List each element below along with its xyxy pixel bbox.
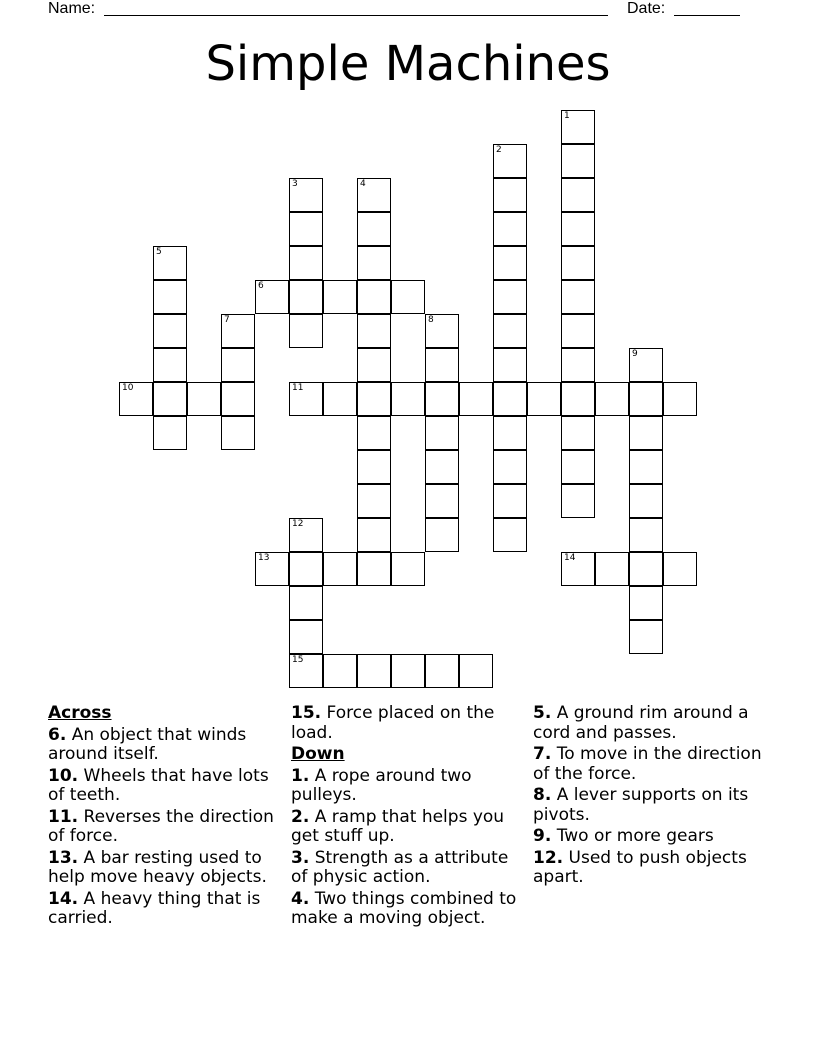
grid-cell[interactable] (289, 314, 323, 348)
down-heading: Down (291, 744, 345, 764)
grid-cell[interactable] (493, 518, 527, 552)
grid-cell[interactable] (561, 178, 595, 212)
grid-cell[interactable] (425, 382, 459, 416)
grid-cell[interactable] (493, 382, 527, 416)
clue-number: 4. (291, 888, 310, 909)
grid-cell[interactable] (561, 484, 595, 518)
grid-cell[interactable] (289, 552, 323, 586)
cell-number: 4 (360, 179, 366, 189)
clue-number: 11. (48, 806, 79, 827)
grid-cell[interactable] (629, 552, 663, 586)
cell-number: 5 (156, 247, 162, 257)
clue-number: 2. (291, 806, 310, 827)
clue-text: Two or more gears (556, 826, 714, 846)
clue-down-1 (291, 767, 529, 806)
grid-cell[interactable] (493, 416, 527, 450)
grid-cell[interactable] (255, 552, 289, 586)
grid-cell[interactable] (357, 416, 391, 450)
cell-number: 9 (632, 349, 638, 359)
grid-cell[interactable] (629, 620, 663, 654)
clue-text: Reverses the direction of force. (48, 806, 274, 846)
cell-number: 11 (292, 383, 304, 393)
clue-number: 13. (48, 847, 79, 868)
grid-cell[interactable] (663, 382, 697, 416)
clue-number: 10. (48, 765, 79, 786)
clue-text: Used to push objects apart. (533, 847, 747, 887)
grid-cell[interactable] (391, 552, 425, 586)
clue-text: To move in the direction of the force. (533, 744, 762, 784)
clue-across-6 (48, 726, 286, 765)
grid-cell[interactable] (629, 416, 663, 450)
clue-across-11 (48, 808, 286, 847)
clue-number: 3. (291, 847, 310, 868)
grid-cell[interactable] (289, 518, 323, 552)
grid-cell[interactable] (561, 246, 595, 280)
grid-cell[interactable] (357, 654, 391, 688)
cell-number: 14 (564, 553, 576, 563)
grid-cell[interactable] (289, 212, 323, 246)
clue-number: 5. (533, 703, 552, 723)
grid-cell[interactable] (493, 212, 527, 246)
cell-number: 12 (292, 519, 304, 529)
clue-number: 8. (533, 785, 552, 805)
clue-down-7 (533, 745, 773, 784)
grid-cell[interactable] (493, 450, 527, 484)
grid-cell[interactable] (493, 314, 527, 348)
grid-cell[interactable] (289, 620, 323, 654)
grid-cell[interactable] (425, 416, 459, 450)
clue-text: A bar resting used to help move heavy objects. (48, 847, 267, 887)
grid-cell[interactable] (391, 280, 425, 314)
clue-down-9 (533, 827, 773, 847)
grid-cell[interactable] (357, 314, 391, 348)
grid-cell[interactable] (357, 518, 391, 552)
cell-number: 3 (292, 179, 298, 189)
clue-column-3 (533, 702, 773, 890)
date-label: Date: (627, 0, 666, 17)
grid-cell[interactable] (153, 246, 187, 280)
clue-across-15 (291, 704, 529, 743)
grid-cell[interactable] (357, 280, 391, 314)
grid-cell[interactable] (561, 552, 595, 586)
grid-cell[interactable] (561, 382, 595, 416)
grid-cell[interactable] (561, 314, 595, 348)
grid-cell[interactable] (323, 552, 357, 586)
grid-cell[interactable] (629, 586, 663, 620)
grid-cell[interactable] (425, 314, 459, 348)
grid-cell[interactable] (629, 348, 663, 382)
clue-text: Strength as a attribute of physic action. (291, 847, 509, 887)
clue-text: A ground rim around a cord and passes. (533, 703, 749, 743)
grid-cell[interactable] (323, 382, 357, 416)
grid-cell[interactable] (357, 212, 391, 246)
grid-cell[interactable] (561, 450, 595, 484)
grid-cell[interactable] (289, 654, 323, 688)
grid-cell[interactable] (357, 552, 391, 586)
clue-text: A ramp that helps you get stuff up. (291, 806, 505, 846)
grid-cell[interactable] (493, 178, 527, 212)
grid-cell[interactable] (425, 450, 459, 484)
grid-cell[interactable] (153, 382, 187, 416)
clue-number: 14. (48, 888, 79, 909)
clue-across-13 (48, 849, 286, 888)
grid-cell[interactable] (153, 314, 187, 348)
cell-number: 1 (564, 111, 570, 121)
grid-cell[interactable] (391, 382, 425, 416)
grid-cell[interactable] (561, 144, 595, 178)
clue-across-10 (48, 767, 286, 806)
grid-cell[interactable] (425, 654, 459, 688)
clue-number: 7. (533, 744, 552, 764)
clue-number: 12. (533, 847, 564, 868)
cell-number: 2 (496, 145, 502, 155)
grid-cell[interactable] (629, 518, 663, 552)
clue-down-5 (533, 704, 773, 743)
grid-cell[interactable] (357, 484, 391, 518)
grid-cell[interactable] (357, 348, 391, 382)
grid-cell[interactable] (459, 382, 493, 416)
clue-text: Force placed on the load. (291, 703, 495, 743)
clue-column-2 (291, 702, 529, 931)
grid-cell[interactable] (493, 246, 527, 280)
clue-text: Two things combined to make a moving object. (291, 888, 517, 928)
grid-cell[interactable] (323, 280, 357, 314)
grid-cell[interactable] (629, 450, 663, 484)
grid-cell[interactable] (425, 348, 459, 382)
grid-cell[interactable] (289, 382, 323, 416)
grid-cell[interactable] (119, 382, 153, 416)
clue-column-1 (48, 702, 286, 931)
grid-cell[interactable] (289, 178, 323, 212)
grid-cell[interactable] (357, 178, 391, 212)
grid-cell[interactable] (289, 586, 323, 620)
grid-cell[interactable] (357, 450, 391, 484)
page-title: Simple Machines (205, 36, 611, 92)
cell-number: 8 (428, 315, 434, 325)
cell-number: 13 (258, 553, 270, 563)
grid-cell[interactable] (595, 552, 629, 586)
grid-cell[interactable] (221, 348, 255, 382)
clue-down-2 (291, 808, 529, 847)
grid-cell[interactable] (425, 518, 459, 552)
grid-cell[interactable] (221, 416, 255, 450)
cell-number: 6 (258, 281, 264, 291)
clue-text: Wheels that have lots of teeth. (48, 765, 269, 805)
grid-cell[interactable] (153, 416, 187, 450)
grid-cell[interactable] (493, 484, 527, 518)
grid-cell[interactable] (391, 654, 425, 688)
grid-cell[interactable] (663, 552, 697, 586)
grid-cell[interactable] (187, 382, 221, 416)
grid-cell[interactable] (493, 144, 527, 178)
grid-cell[interactable] (153, 348, 187, 382)
grid-cell[interactable] (357, 382, 391, 416)
grid-cell[interactable] (561, 110, 595, 144)
cell-number: 10 (122, 383, 134, 393)
cell-number: 15 (292, 655, 304, 665)
clue-text: An object that winds around itself. (48, 724, 247, 764)
grid-cell[interactable] (153, 280, 187, 314)
grid-cell[interactable] (561, 212, 595, 246)
grid-cell[interactable] (629, 382, 663, 416)
name-label: Name: (48, 0, 96, 17)
grid-cell[interactable] (289, 280, 323, 314)
cell-number: 7 (224, 315, 230, 325)
clue-down-12 (533, 849, 773, 888)
clue-down-3 (291, 849, 529, 888)
grid-cell[interactable] (221, 314, 255, 348)
grid-cell[interactable] (493, 280, 527, 314)
grid-cell[interactable] (595, 382, 629, 416)
grid-cell[interactable] (561, 348, 595, 382)
grid-cell[interactable] (459, 654, 493, 688)
grid-cell[interactable] (255, 280, 289, 314)
clue-across-14 (48, 890, 286, 929)
clue-text: A rope around two pulleys. (291, 765, 472, 805)
grid-cell[interactable] (629, 484, 663, 518)
across-heading: Across (48, 703, 112, 723)
clue-number: 9. (533, 826, 552, 846)
grid-cell[interactable] (221, 382, 255, 416)
clue-down-4 (291, 890, 529, 929)
grid-cell[interactable] (289, 246, 323, 280)
clue-text: A heavy thing that is carried. (48, 888, 261, 928)
grid-cell[interactable] (493, 348, 527, 382)
grid-cell[interactable] (561, 280, 595, 314)
grid-cell[interactable] (323, 654, 357, 688)
clue-number: 1. (291, 765, 310, 786)
grid-cell[interactable] (357, 246, 391, 280)
grid-cell[interactable] (527, 382, 561, 416)
grid-cell[interactable] (561, 416, 595, 450)
clue-text: A lever supports on its pivots. (533, 785, 749, 825)
clue-number: 6. (48, 724, 67, 745)
clue-number: 15. (291, 703, 322, 723)
clue-down-8 (533, 786, 773, 825)
grid-cell[interactable] (425, 484, 459, 518)
